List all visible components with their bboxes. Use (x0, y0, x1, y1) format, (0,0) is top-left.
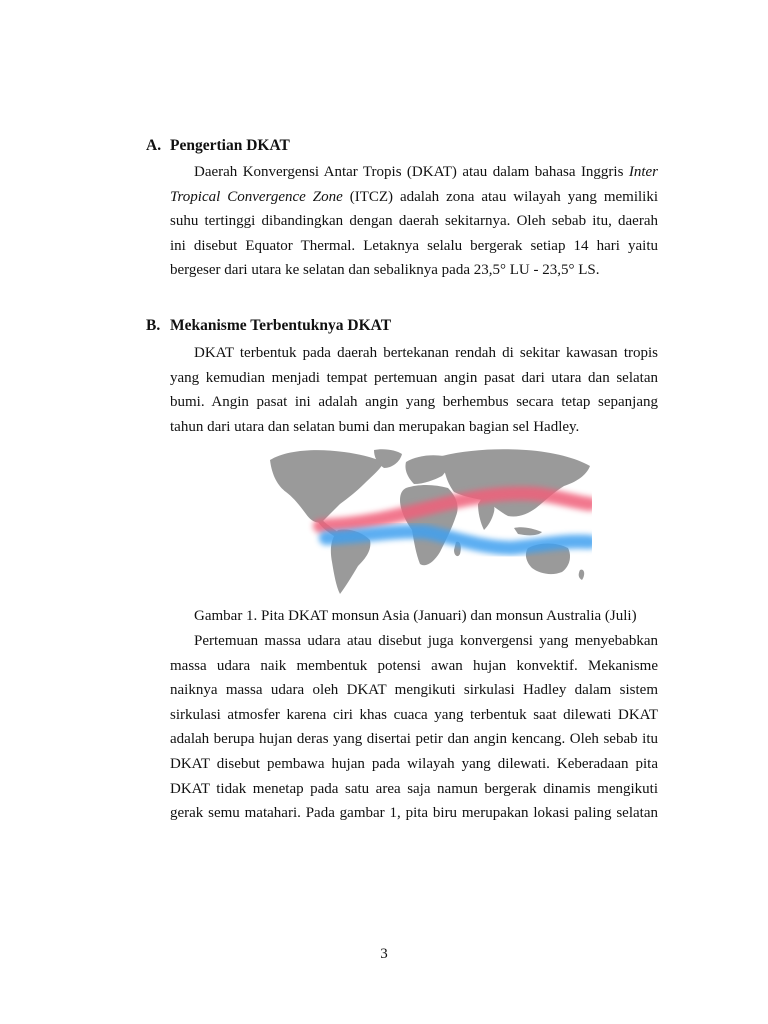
paragraph-line: bergeser dari utara ke selatan dan sebaliknya pada 23,5° LU - 23,5° LS. (170, 262, 600, 279)
section-b-letter: B. (146, 317, 161, 334)
line-italic-text: Inter (628, 164, 658, 180)
paragraph-line (170, 160, 658, 185)
continuation-paragraph (170, 629, 658, 826)
itcz-world-map (256, 446, 592, 596)
paragraph-line: adalah berupa hujan deras yang disertai petir dan angin kencang. Oleh sebab itu (170, 731, 658, 748)
paragraph-line: massa udara naik membentuk potensi awan hujan konvektif. Mekanisme (170, 657, 658, 674)
paragraph-line: Pertemuan massa udara atau disebut juga konvergensi yang menyebabkan (194, 633, 658, 649)
paragraph-line: suhu tertinggi dibandingkan dengan daerah sekitarnya. Oleh sebab itu, daerah (170, 213, 658, 230)
line-italic-text: Tropical Convergence Zone (170, 188, 343, 205)
section-b-paragraph (170, 341, 658, 439)
new-zealand-shape (579, 570, 584, 580)
indonesia-shape (514, 527, 542, 535)
paragraph-line: bumi. Angin pasat ini adalah angin yang berhembus secara tetap sepanjang (170, 394, 658, 411)
section-b-title: Mekanisme Terbentuknya DKAT (170, 317, 392, 334)
july-itcz-label: July ITCZ (264, 509, 288, 515)
section-b-heading (146, 317, 391, 335)
paragraph-line: yang kemudian menjadi tempat pertemuan angin pasat dari utara dan selatan (170, 369, 658, 386)
paragraph-line: DKAT tidak menetap pada satu area saja namun bergerak dinamis mengikuti (170, 780, 658, 797)
paragraph-line: naiknya massa udara oleh DKAT mengikuti sirkulasi Hadley dalam sistem (170, 682, 658, 699)
paragraph-line: DKAT disebut pembawa hujan pada wilayah yang dilewati. Keberadaan pita (170, 755, 658, 772)
paragraph-line (170, 185, 658, 210)
line-text: Daerah Konvergensi Antar Tropis (DKAT) atau dalam bahasa Inggris (194, 164, 629, 180)
figure-caption: Gambar 1. Pita DKAT monsun Asia (Januari) dan monsun Australia (Juli) (194, 608, 637, 624)
line-text: (ITCZ) adalah zona atau wilayah yang memiliki (342, 188, 658, 205)
section-a-paragraph (170, 160, 658, 283)
paragraph-line: gerak semu matahari. Pada gambar 1, pita biru merupakan lokasi paling selatan (170, 805, 658, 822)
page-number: 3 (380, 946, 388, 962)
section-a-heading (146, 137, 290, 155)
section-a-title: Pengertian DKAT (170, 137, 290, 154)
paragraph-line: tahun dari utara dan selatan bumi dan merupakan bagian sel Hadley. (170, 418, 580, 435)
january-itcz-label: January ITCZ (264, 536, 298, 542)
paragraph-line: DKAT terbentuk pada daerah bertekanan rendah di sekitar kawasan tropis (194, 345, 658, 361)
section-a-letter: A. (146, 137, 162, 154)
paragraph-line: ini disebut Equator Thermal. Letaknya selalu bergerak setiap 14 hari yaitu (170, 237, 658, 254)
paragraph-line: sirkulasi atmosfer karena ciri khas cuaca yang terbentuk saat dilewati DKAT (170, 706, 658, 723)
europe-shape (405, 455, 447, 484)
